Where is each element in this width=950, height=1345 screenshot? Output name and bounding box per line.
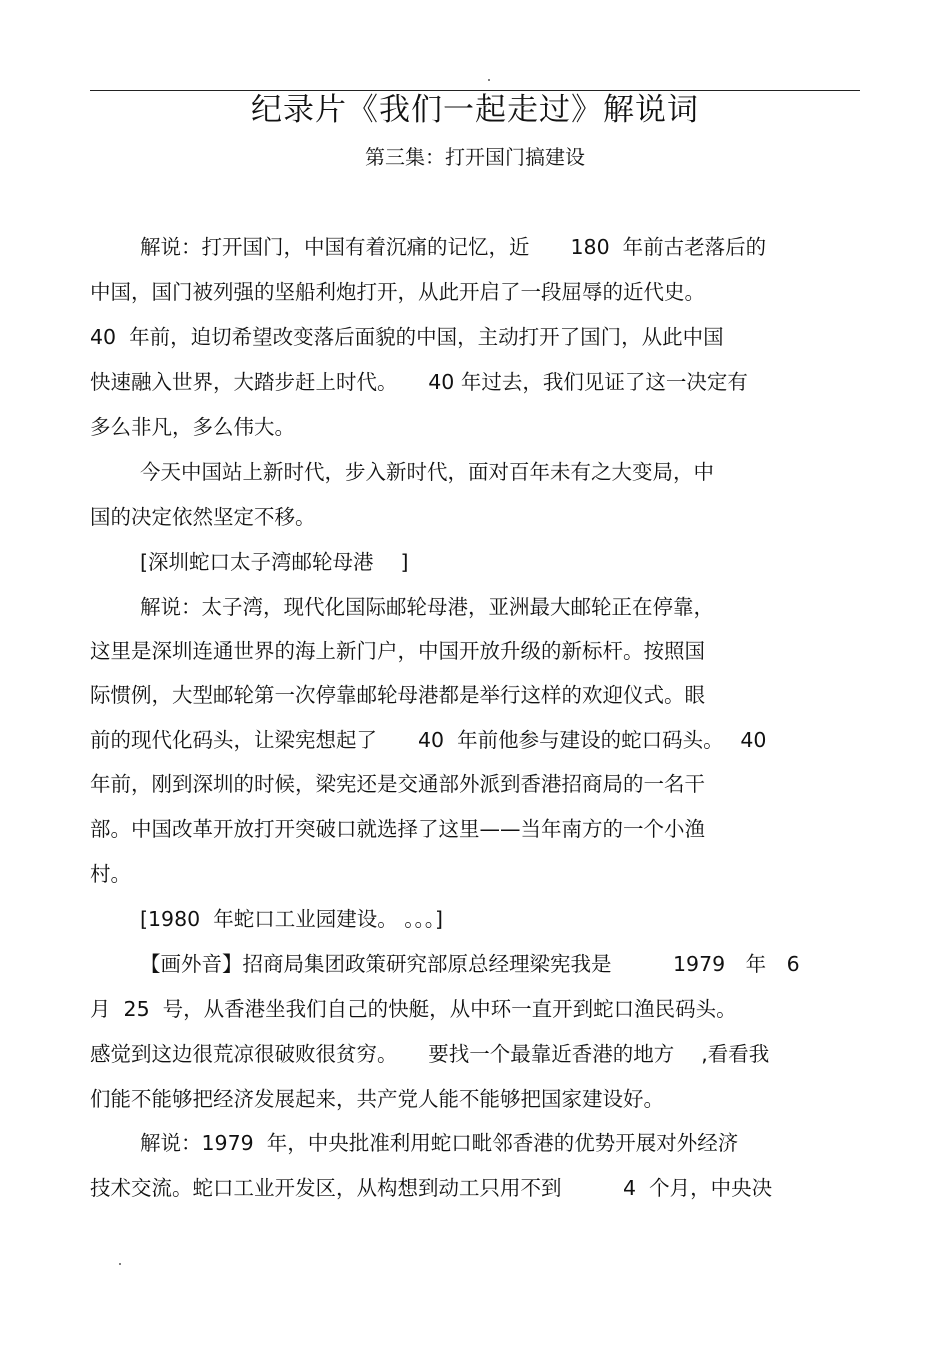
paragraph-line: 国的决定依然坚定不移。 [90,505,316,529]
paragraph-line: 前的现代化码头，让梁宪想起了 40 年前他参与建设的蛇口码头。 40 [90,728,767,752]
paragraph-line: 部。中国改革开放打开突破口就选择了这里——当年南方的一个小渔 [90,817,705,841]
paragraph-line: 技术交流。蛇口工业开发区，从构想到动工只用不到 4 个月，中央决 [90,1176,773,1200]
paragraph-line: 感觉到这边很荒凉很破败很贫穷。 要找一个最靠近香港的地方 ,看看我 [90,1042,770,1066]
paragraph-line: 【画外音】招商局集团政策研究部原总经理梁宪我是 1979 年 6 [140,952,800,976]
scene-note: [深圳蛇口太子湾邮轮母港 ] [140,550,409,574]
paragraph-line: 解说：太子湾，现代化国际邮轮母港，亚洲最大邮轮正在停靠， [140,595,714,619]
paragraph-line: 解说：1979 年，中央批准利用蛇口毗邻香港的优势开展对外经济 [140,1131,739,1155]
paragraph-line: 年前，刚到深圳的时候，梁宪还是交通部外派到香港招商局的一名干 [90,772,705,796]
paragraph-line: 解说：打开国门，中国有着沉痛的记忆，近 180 年前古老落后的 [140,235,767,259]
document-title: 纪录片《我们一起走过》解说词 [251,92,699,128]
bottom-dot-mark [119,1263,121,1265]
paragraph-line: 这里是深圳连通世界的海上新门户，中国开放升级的新标杆。按照国 [90,639,705,663]
paragraph-line: 多么非凡，多么伟大。 [90,415,295,439]
document-subtitle: 第三集：打开国门搞建设 [365,145,585,169]
top-dot-mark [488,79,490,81]
paragraph-line: 中国，国门被列强的坚船利炮打开，从此开启了一段屈辱的近代史。 [90,280,705,304]
paragraph-line: 际惯例，大型邮轮第一次停靠邮轮母港都是举行这样的欢迎仪式。眼 [90,683,705,707]
paragraph-line: 月 25 号，从香港坐我们自己的快艇，从中环一直开到蛇口渔民码头。 [90,997,737,1021]
paragraph-line: 村。 [90,862,131,886]
paragraph-line: 们能不能够把经济发展起来，共产党人能不能够把国家建设好。 [90,1087,664,1111]
paragraph-line: 今天中国站上新时代，步入新时代，面对百年未有之大变局，中 [140,460,714,484]
paragraph-line: 快速融入世界，大踏步赶上时代。 40 年过去，我们见证了这一决定有 [90,370,748,394]
paragraph-line: 40 年前，迫切希望改变落后面貌的中国，主动打开了国门，从此中国 [90,325,724,349]
scene-note: [1980 年蛇口工业园建设。 。。。] [140,907,443,931]
